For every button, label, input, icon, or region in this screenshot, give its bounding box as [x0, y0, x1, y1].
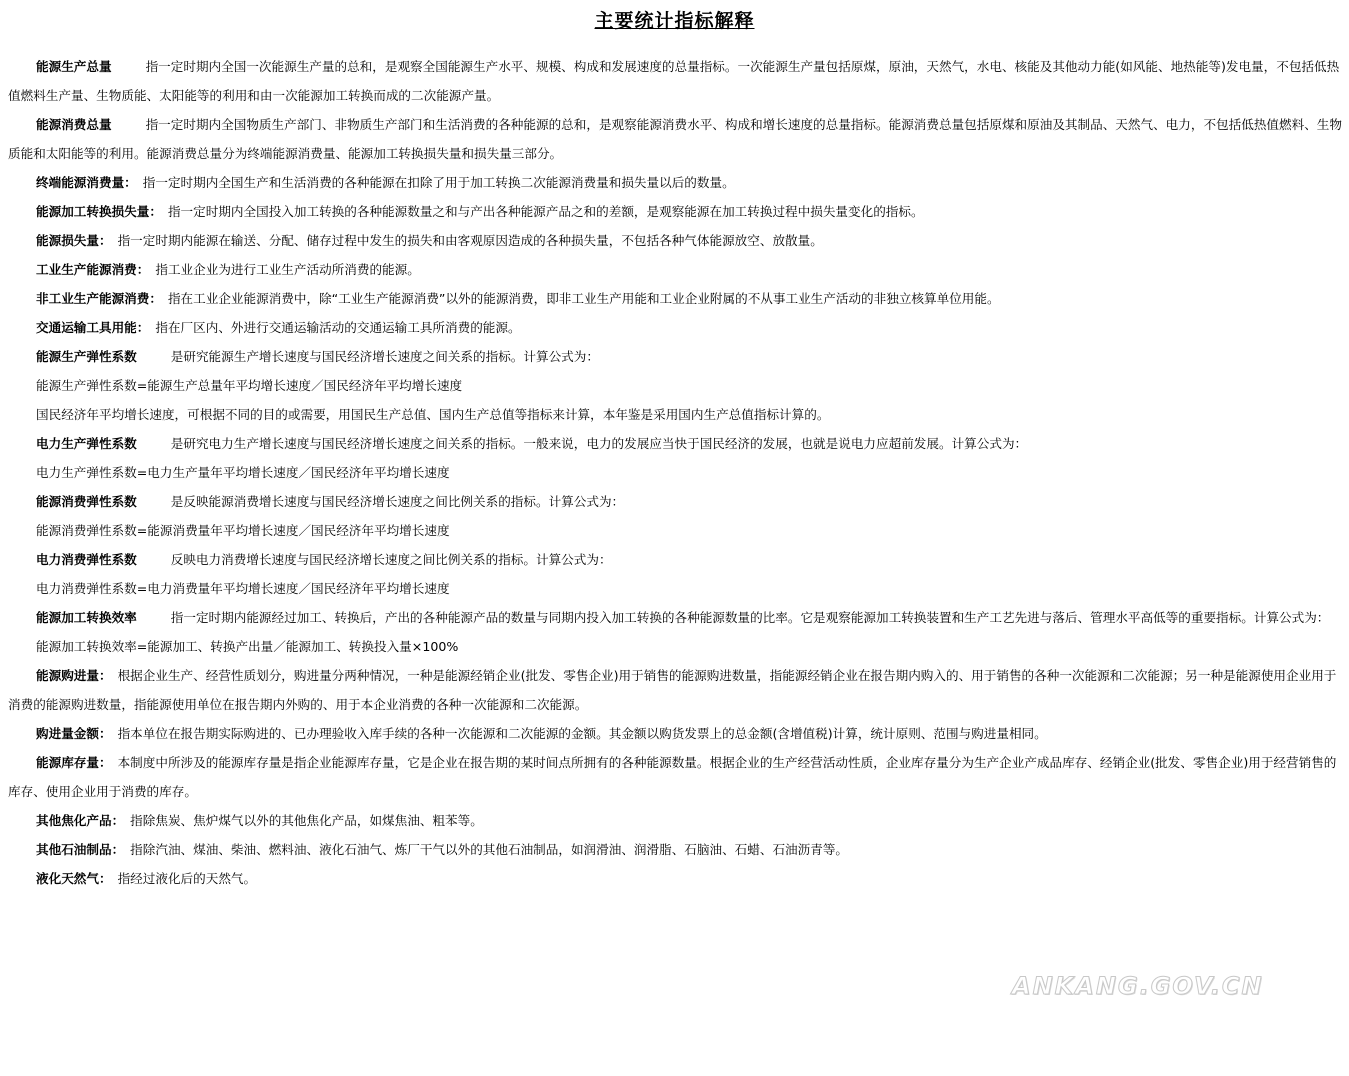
indicator-text: 能源消费弹性系数=能源消费量年平均增长速度／国民经济年平均增长速度 [36, 523, 450, 538]
indicator-paragraph [8, 52, 1343, 110]
indicator-text: 是反映能源消费增长速度与国民经济增长速度之间比例关系的指标。计算公式为： [170, 494, 625, 509]
indicator-term: 能源加工转换损失量： [36, 204, 162, 219]
indicator-text: 指本单位在报告期实际购进的、已办理验收入库手续的各种一次能源和二次能源的金额。其金额以购货发票上的总金额(含增值税)计算，统计原则、范围与购进量相同。 [117, 726, 1047, 741]
indicator-term: 非工业生产能源消费： [36, 291, 162, 306]
indicator-paragraph [8, 197, 1343, 226]
indicator-text: 指除汽油、煤油、柴油、燃料油、液化石油气、炼厂干气以外的其他石油制品，如润滑油、润滑脂、石脑油、石蜡、石油沥青等。 [130, 842, 848, 857]
indicator-paragraph [8, 574, 1343, 603]
indicator-term: 能源生产总量 [36, 59, 112, 74]
indicator-paragraph [8, 342, 1343, 371]
indicator-paragraph [8, 284, 1343, 313]
indicator-text: 是研究能源生产增长速度与国民经济增长速度之间关系的指标。计算公式为： [170, 349, 599, 364]
indicator-term: 终端能源消费量： [36, 175, 137, 190]
indicator-paragraph [8, 806, 1343, 835]
indicator-text: 指一定时期内能源在输送、分配、储存过程中发生的损失和由客观原因造成的各种损失量，不包括各种气体能源放空、放散量。 [117, 233, 823, 248]
indicator-term: 电力消费弹性系数 [36, 552, 137, 567]
indicator-paragraph [8, 255, 1343, 284]
indicator-text: 能源加工转换效率=能源加工、转换产出量／能源加工、转换投入量×100% [36, 639, 459, 654]
indicator-term: 购进量金额： [36, 726, 112, 741]
indicator-term: 其他石油制品： [36, 842, 125, 857]
indicator-term: 能源损失量： [36, 233, 112, 248]
indicator-paragraph [8, 748, 1343, 806]
indicator-text: 指工业企业为进行工业生产活动所消费的能源。 [155, 262, 420, 277]
indicator-text: 指一定时期内全国投入加工转换的各种能源数量之和与产出各种能源产品之和的差额，是观察能源在加工转换过程中损失量变化的指标。 [167, 204, 924, 219]
indicator-paragraph [8, 226, 1343, 255]
indicator-term: 能源购进量： [36, 668, 112, 683]
indicator-paragraph [8, 458, 1343, 487]
indicator-term: 能源生产弹性系数 [36, 349, 137, 364]
indicator-text: 指一定时期内全国生产和生活消费的各种能源在扣除了用于加工转换二次能源消费量和损失量以后的数量。 [142, 175, 735, 190]
indicator-text: 能源生产弹性系数=能源生产总量年平均增长速度／国民经济年平均增长速度 [36, 378, 463, 393]
indicator-paragraph [8, 835, 1343, 864]
indicator-paragraph [8, 864, 1343, 893]
indicator-text: 指在厂区内、外进行交通运输活动的交通运输工具所消费的能源。 [155, 320, 521, 335]
indicator-paragraph [8, 719, 1343, 748]
indicator-text: 电力生产弹性系数=电力生产量年平均增长速度／国民经济年平均增长速度 [36, 465, 450, 480]
indicator-paragraph [8, 110, 1343, 168]
indicator-term: 能源库存量： [36, 755, 112, 770]
indicator-text: 根据企业生产、经营性质划分，购进量分两种情况，一种是能源经销企业(批发、零售企业)用于销售的能源购进数量，指能源经销企业在报告期内购入的、用于销售的各种一次能源和二次能源；另一种是能源使用企业用于消费的能源购进数量，指能源使用单位在报告期内外购的、用于本企业消费的各种一次能源和二次能源。 [8, 668, 1337, 712]
indicator-paragraph [8, 168, 1343, 197]
indicator-paragraph [8, 545, 1343, 574]
indicator-list [8, 52, 1343, 893]
indicator-text: 电力消费弹性系数=电力消费量年平均增长速度／国民经济年平均增长速度 [36, 581, 450, 596]
indicator-text: 指除焦炭、焦炉煤气以外的其他焦化产品，如煤焦油、粗苯等。 [130, 813, 483, 828]
indicator-paragraph [8, 603, 1343, 632]
indicator-text: 反映电力消费增长速度与国民经济增长速度之间比例关系的指标。计算公式为： [170, 552, 612, 567]
indicator-paragraph [8, 371, 1343, 400]
site-watermark: ANKANG.GOV.CN [1012, 972, 1264, 1000]
indicator-text: 指一定时期内全国物质生产部门、非物质生产部门和生活消费的各种能源的总和，是观察能源消费水平、构成和增长速度的总量指标。能源消费总量包括原煤和原油及其制品、天然气、电力，不包括低热值燃料、生物质能和太阳能等的利用。能源消费总量分为终端能源消费量、能源加工转换损失量和损失量三部分。 [8, 117, 1342, 161]
indicator-text: 指经过液化后的天然气。 [117, 871, 257, 886]
indicator-paragraph [8, 487, 1343, 516]
indicator-text: 指在工业企业能源消费中，除“工业生产能源消费”以外的能源消费，即非工业生产用能和工业企业附属的不从事工业生产活动的非独立核算单位用能。 [167, 291, 1000, 306]
indicator-text: 指一定时期内全国一次能源生产量的总和，是观察全国能源生产水平、规模、构成和发展速度的总量指标。一次能源生产量包括原煤，原油，天然气，水电、核能及其他动力能(如风能、地热能等)发电量，不包括低热值燃料生产量、生物质能、太阳能等的利用和由一次能源加工转换而成的二次能源产量。 [8, 59, 1340, 103]
indicator-term: 能源消费弹性系数 [36, 494, 137, 509]
indicator-text: 本制度中所涉及的能源库存量是指企业能源库存量，它是企业在报告期的某时间点所拥有的各种能源数量。根据企业的生产经营活动性质，企业库存量分为生产企业产成品库存、经销企业(批发、零售企业)用于经营销售的库存、使用企业用于消费的库存。 [8, 755, 1337, 799]
indicator-term: 交通运输工具用能： [36, 320, 150, 335]
indicator-term: 其他焦化产品： [36, 813, 125, 828]
indicator-paragraph [8, 661, 1343, 719]
indicator-text: 国民经济年平均增长速度，可根据不同的目的或需要，用国民生产总值、国内生产总值等指标来计算，本年鉴是采用国内生产总值指标计算的。 [36, 407, 830, 422]
indicator-paragraph [8, 400, 1343, 429]
indicator-paragraph [8, 429, 1343, 458]
indicator-paragraph [8, 516, 1343, 545]
indicator-text: 是研究电力生产增长速度与国民经济增长速度之间关系的指标。一般来说，电力的发展应当快于国民经济的发展，也就是说电力应超前发展。计算公式为： [170, 436, 1028, 451]
indicator-text: 指一定时期内能源经过加工、转换后，产出的各种能源产品的数量与同期内投入加工转换的各种能源数量的比率。它是观察能源加工转换装置和生产工艺先进与落后、管理水平高低等的重要指标。计算公式为： [170, 610, 1330, 625]
indicator-term: 液化天然气： [36, 871, 112, 886]
indicator-term: 能源加工转换效率 [36, 610, 137, 625]
indicator-term: 电力生产弹性系数 [36, 436, 137, 451]
indicator-paragraph [8, 632, 1343, 661]
indicator-term: 工业生产能源消费： [36, 262, 150, 277]
indicator-term: 能源消费总量 [36, 117, 112, 132]
page-title: 主要统计指标解释 [594, 10, 755, 32]
indicator-paragraph [8, 313, 1343, 342]
